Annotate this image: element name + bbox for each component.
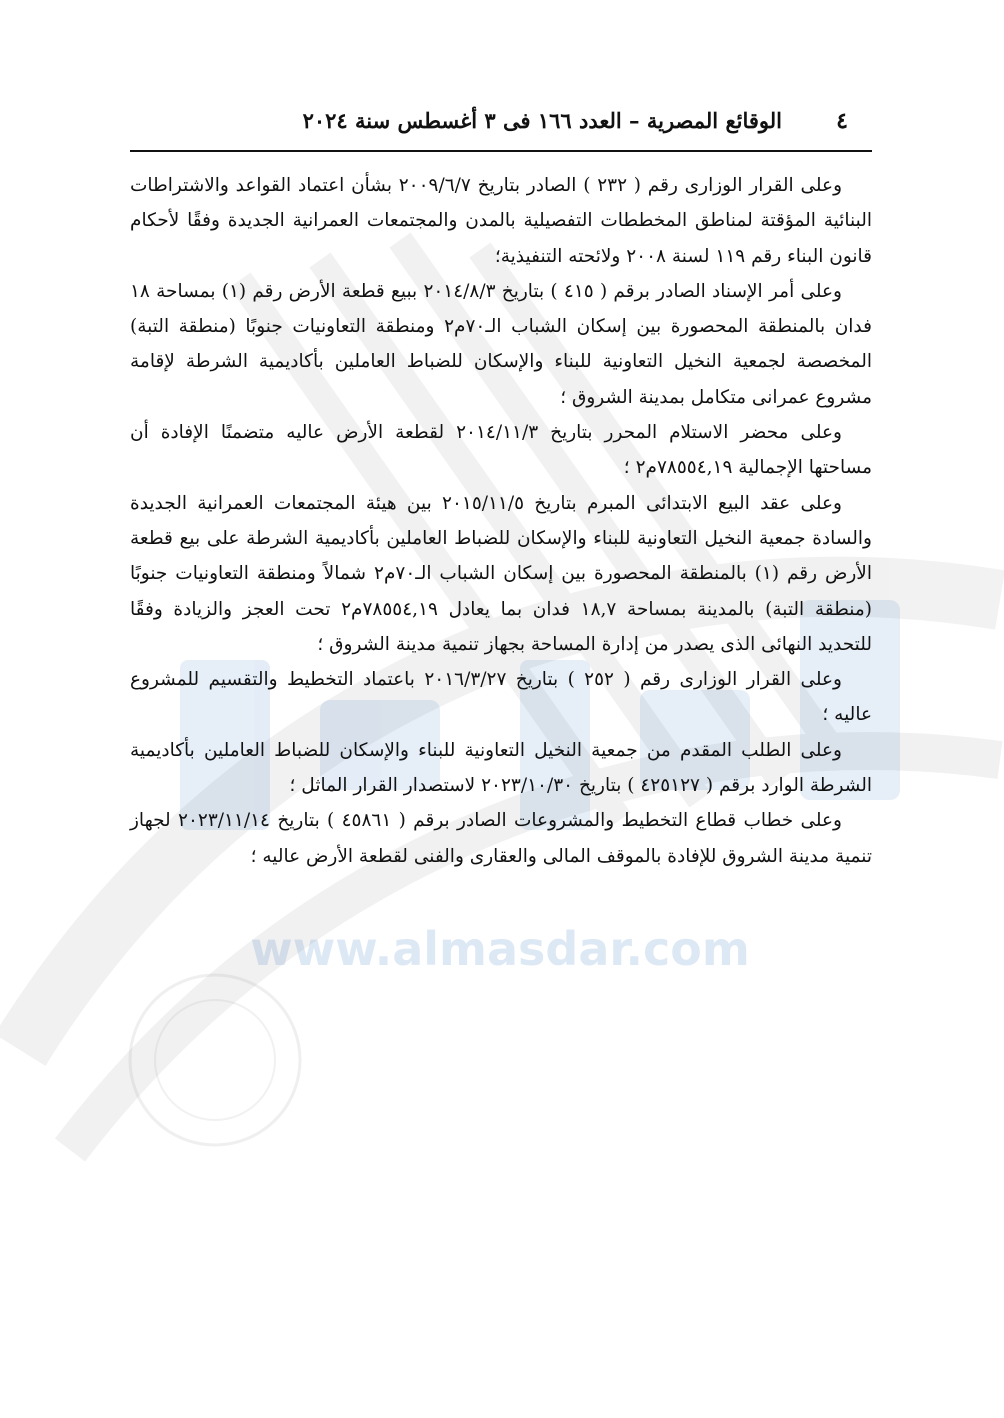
paragraph-6: وعلى الطلب المقدم من جمعية النخيل التعاونية للبناء والإسكان للضباط العاملين بأكاديمية الشرطة الوارد برقم ( ٤٢٥١٢٧ ) بتاريخ ٢٠٢٣/١٠/٣٠ لاستصدار القرار الماثل ؛ [130, 739, 872, 797]
paragraph-1: وعلى القرار الوزارى رقم ( ٢٣٢ ) الصادر بتاريخ ٢٠٠٩/٦/٧ بشأن اعتماد القواعد والاشتراطات البنائية المؤقتة لمناطق المخططات التفصيلية بالمدن والمجتمعات العمرانية الجديدة وفقًا لأحكام قانون البناء رقم ١١٩ لسنة ٢٠٠٨ ولائحته التنفيذية؛ [130, 175, 872, 267]
paragraph-5: وعلى القرار الوزارى رقم ( ٢٥٢ ) بتاريخ ٢٠١٦/٣/٢٧ باعتماد التخطيط والتقسيم للمشروع عاليه ؛ [130, 669, 872, 726]
paragraph-7: وعلى خطاب قطاع التخطيط والمشروعات الصادر برقم ( ٤٥٨٦١ ) بتاريخ ٢٠٢٣/١١/١٤ لجهاز تنمية مدينة الشروق للإفادة بالموقف المالى والعقارى والفنى لقطعة الأرض عاليه ؛ [130, 810, 872, 867]
header-title: الوقائع المصرية – العدد ١٦٦ فى ٣ أغسطس سنة ٢٠٢٤ [302, 108, 782, 133]
watermark-seal-inner [155, 1000, 275, 1120]
page-number: ٤ [836, 108, 848, 134]
document-body [130, 168, 872, 874]
page [130, 108, 872, 874]
page-header [130, 108, 872, 152]
paragraph-3: وعلى محضر الاستلام المحرر بتاريخ ٢٠١٤/١١/٣ لقطعة الأرض عاليه متضمنًا الإفادة أن مساحتها الإجمالية ٧٨٥٥٤,١٩م٢ ؛ [130, 422, 872, 479]
watermark-seal [130, 975, 300, 1145]
watermark-url: www.almasdar.com [250, 922, 750, 976]
paragraph-4: وعلى عقد البيع الابتدائى المبرم بتاريخ ٢٠١٥/١١/٥ بين هيئة المجتمعات العمرانية الجديدة والسادة جمعية النخيل التعاونية للبناء والإسكان للضباط العاملين بأكاديمية الشرطة على بيع قطعة الأرض رقم (١) بالمنطقة المحصورة بين إسكان الشباب الـ٧٠م٢ شمالاً ومنطقة التعاونيات جنوبًا (منطقة التبة) بالمدينة بمساحة ١٨,٧ فدان بما يعادل ٧٨٥٥٤,١٩م٢ تحت العجز والزيادة وفقًا للتحديد النهائى الذى يصدر من إدارة المساحة بجهاز تنمية مدينة الشروق ؛ [130, 492, 872, 655]
paragraph-2: وعلى أمر الإسناد الصادر برقم ( ٤١٥ ) بتاريخ ٢٠١٤/٨/٣ ببيع قطعة الأرض رقم (١) بمساحة ١٨ فدان بالمنطقة المحصورة بين إسكان الشباب الـ٧٠م٢ ومنطقة التعاونيات جنوبًا (منطقة التبة) المخصصة لجمعية النخيل التعاونية للبناء والإسكان للضباط العاملين بأكاديمية الشرطة لإقامة مشروع عمرانى متكامل بمدينة الشروق ؛ [130, 280, 872, 408]
